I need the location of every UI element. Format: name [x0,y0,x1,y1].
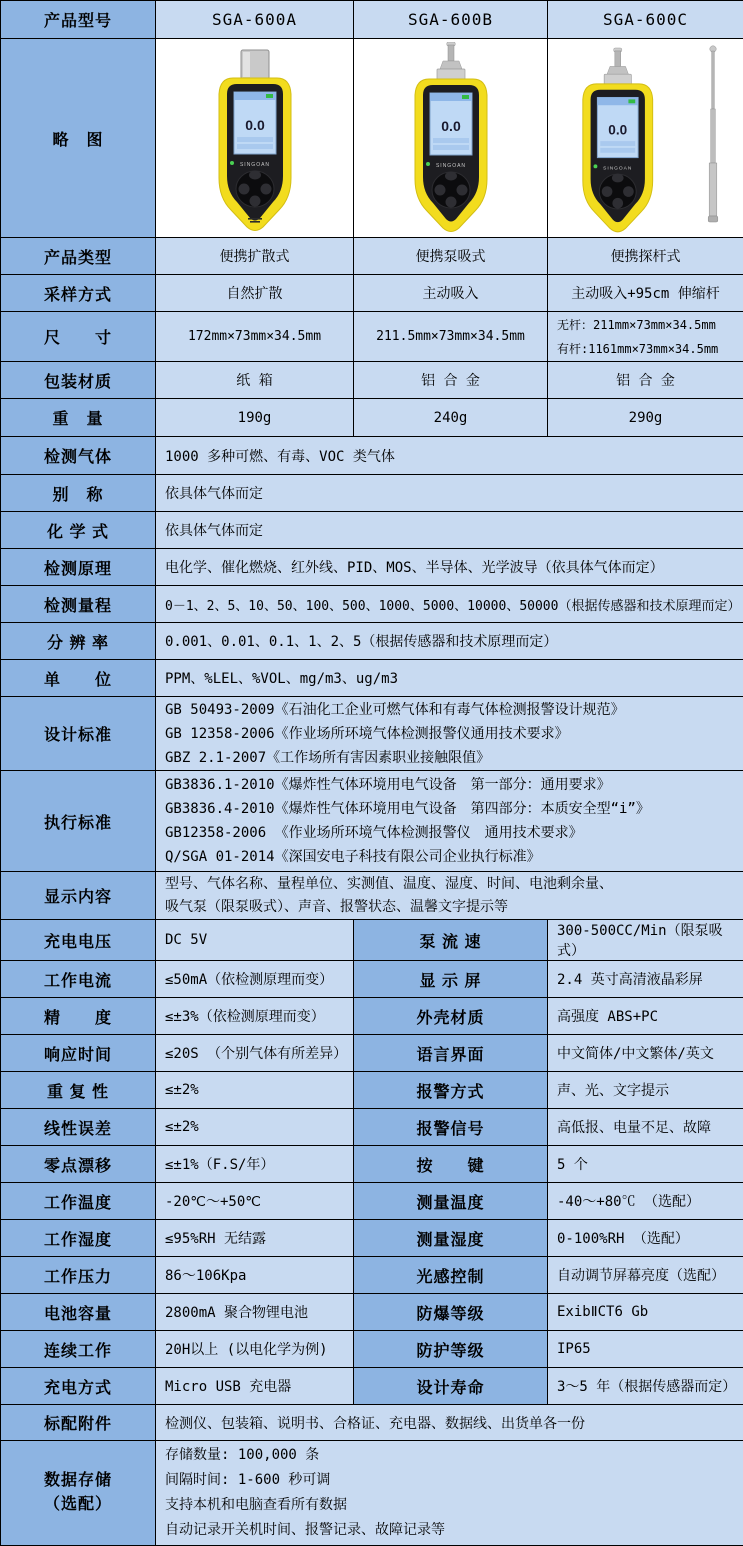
shell-material-value: 高强度 ABS+PC [548,998,743,1035]
charging-method-value: Micro USB 充电器 [156,1368,354,1405]
product-type-b: 便携泵吸式 [354,238,548,275]
explosion-proof-value: ExibⅡCT6 Gb [548,1294,743,1331]
row-label: 电池容量 [1,1294,156,1331]
row-label: 外壳材质 [354,998,548,1035]
row-label: 防爆等级 [354,1294,548,1331]
row-label: 分 辨 率 [1,623,156,660]
row-label: 检测量程 [1,586,156,623]
alias-value: 依具体气体而定 [156,475,743,512]
row-sketch [1,39,743,238]
row-label: 精 度 [1,998,156,1035]
dimensions-c [548,312,743,362]
row-alias [1,475,743,512]
dimensions-c-line1: 无杆：211mm×73mm×34.5mm [557,313,734,337]
row-label: 报警信号 [354,1109,548,1146]
design-standards-value [156,697,743,771]
row-label: 设计标准 [1,697,156,771]
detection-principle-value: 电化学、催化燃烧、红外线、PID、MOS、半导体、光学波导（依具体气体而定） [156,549,743,586]
detected-gas-value: 1000 多种可燃、有毒、VOC 类气体 [156,437,743,475]
working-temp-value: -20℃～+50℃ [156,1183,354,1220]
row-data-storage [1,1441,743,1546]
brand-text: SINGOAN [603,165,632,171]
detection-range-value: 0－1、2、5、10、50、100、500、1000、5000、10000、50000（根据传感器和技术原理而定） [156,586,743,623]
row-weight [1,399,743,437]
battery-icon [628,99,635,103]
row-linearity-alarm-signal [1,1109,743,1146]
data-storage-line: 存储数量: 100,000 条 [165,1443,734,1468]
row-units [1,660,743,697]
protection-level-value: IP65 [548,1331,743,1368]
row-product-model [1,1,743,39]
screen-value: 0.0 [608,122,627,137]
row-working-current-display [1,961,743,998]
dimensions-a: 172mm×73mm×34.5mm [156,312,354,362]
weight-a: 190g [156,399,354,437]
language-value: 中文简体/中文繁体/英文 [548,1035,743,1072]
row-label: 重 复 性 [1,1072,156,1109]
product-model-label: 产品型号 [1,1,156,39]
display-content-line: 吸气泵（限泵吸式）、声音、报警状态、温馨文字提示等 [165,896,734,919]
row-label: 标配附件 [1,1405,156,1441]
units-value: PPM、%LEL、%VOL、mg/m3、ug/m3 [156,660,743,697]
row-label: 充电方式 [1,1368,156,1405]
telescopic-rod [708,46,718,222]
row-label: 报警方式 [354,1072,548,1109]
row-packaging-material [1,362,743,399]
row-label [1,1441,156,1546]
weight-b: 240g [354,399,548,437]
sampling-c: 主动吸入+95cm 伸缩杆 [548,275,743,312]
measure-humidity-value: 0-100%RH （选配） [548,1220,743,1257]
row-label: 充电电压 [1,920,156,961]
row-charging-voltage-pump-flow [1,920,743,961]
working-current-value: ≤50mA（依检测原理而变） [156,961,354,998]
executive-standard-line: GB12358-2006 《作业场所环境气体检测报警仪 通用技术要求》 [165,821,734,845]
row-label: 测量温度 [354,1183,548,1220]
display-screen-value: 2.4 英寸高清液晶彩屏 [548,961,743,998]
battery-icon [266,94,273,98]
response-time-value: ≤20S （个别气体有所差异） [156,1035,354,1072]
data-storage-line: 支持本机和电脑查看所有数据 [165,1493,734,1518]
device-image-cell-sga-600c [548,39,743,238]
repeatability-value: ≤±2% [156,1072,354,1109]
executive-standard-line: GB3836.1-2010《爆炸性气体环境用电气设备 第一部分：通用要求》 [165,773,734,797]
row-label: 工作压力 [1,1257,156,1294]
row-label: 工作电流 [1,961,156,998]
status-led [426,162,430,166]
design-standard-line: GBZ 2.1-2007《工作场所有害因素职业接触限值》 [165,746,734,770]
row-label: 包装材质 [1,362,156,399]
data-storage-line: 自动记录开关机时间、报警记录、故障记录等 [165,1518,734,1543]
row-label: 语言界面 [354,1035,548,1072]
row-label: 显示内容 [1,872,156,920]
row-detection-range [1,586,743,623]
measure-temp-value: -40～+80℃ （选配） [548,1183,743,1220]
light-sense-value: 自动调节屏幕亮度（选配） [548,1257,743,1294]
design-standard-line: GB 50493-2009《石油化工企业可燃气体和有毒气体检测报警设计规范》 [165,698,734,722]
row-zero-drift-buttons [1,1146,743,1183]
design-life-value: 3～5 年（根据传感器而定） [548,1368,743,1405]
row-label: 工作湿度 [1,1220,156,1257]
row-continuous-work-protection [1,1331,743,1368]
row-label: 连续工作 [1,1331,156,1368]
row-label: 设计寿命 [354,1368,548,1405]
row-working-humidity-measure-humidity [1,1220,743,1257]
row-working-pressure-light-sense [1,1257,743,1294]
row-label: 重 量 [1,399,156,437]
buttons-value: 5 个 [548,1146,743,1183]
row-standard-accessories [1,1405,743,1441]
executive-standard-line: GB3836.4-2010《爆炸性气体环境用电气设备 第四部分：本质安全型“i”》 [165,797,734,821]
accuracy-value: ≤±3%（依检测原理而变） [156,998,354,1035]
row-label: 防护等级 [354,1331,548,1368]
product-type-a: 便携扩散式 [156,238,354,275]
sensor-collar [437,69,465,80]
zero-drift-value: ≤±1%（F.S/年） [156,1146,354,1183]
working-humidity-value: ≤95%RH 无结露 [156,1220,354,1257]
device-image-sga-600c [553,42,739,234]
packaging-a: 纸 箱 [156,362,354,399]
design-standard-line: GB 12358-2006《作业场所环境气体检测报警仪通用技术要求》 [165,722,734,746]
row-label: 工作温度 [1,1183,156,1220]
device-image-sga-600a [180,42,330,234]
pump-probe [614,51,620,67]
screen-value: 0.0 [245,117,265,133]
brand-text: SINGOAN [239,162,269,168]
row-chemical-formula [1,512,743,549]
row-label: 采样方式 [1,275,156,312]
pump-flow-value: 300-500CC/Min（限泵吸式） [548,920,743,961]
row-label: 检测原理 [1,549,156,586]
row-label: 尺 寸 [1,312,156,362]
data-storage-value [156,1441,743,1546]
row-display-content [1,872,743,920]
row-label: 线性误差 [1,1109,156,1146]
row-accuracy-shell-material [1,998,743,1035]
accessories-value: 检测仪、包装箱、说明书、合格证、充电器、数据线、出货单各一份 [156,1405,743,1441]
pump-probe [448,45,454,61]
row-label: 单 位 [1,660,156,697]
battery-icon [462,95,469,99]
packaging-b: 铝 合 金 [354,362,548,399]
row-label: 检测气体 [1,437,156,475]
row-working-temp-measure-temp [1,1183,743,1220]
row-detected-gas [1,437,743,475]
device-image-cell-sga-600b [354,39,548,238]
row-repeatability-alarm-mode [1,1072,743,1109]
data-storage-label-line: （选配） [1,1493,155,1517]
weight-c: 290g [548,399,743,437]
row-charging-method-design-life [1,1368,743,1405]
row-detection-principle [1,549,743,586]
row-resolution [1,623,743,660]
row-label: 零点漂移 [1,1146,156,1183]
alarm-mode-value: 声、光、文字提示 [548,1072,743,1109]
executive-standards-value [156,771,743,872]
data-storage-line: 间隔时间: 1-600 秒可调 [165,1468,734,1493]
row-label: 光感控制 [354,1257,548,1294]
device-image-sga-600b [376,42,526,234]
packaging-c: 铝 合 金 [548,362,743,399]
row-label: 执行标准 [1,771,156,872]
model-c: SGA-600C [548,1,743,39]
charging-voltage-value: DC 5V [156,920,354,961]
sampling-a: 自然扩散 [156,275,354,312]
display-content-value [156,872,743,920]
display-content-line: 型号、气体名称、量程单位、实测值、温度、湿度、时间、电池剩余量、 [165,873,734,896]
brand-text: SINGOAN [435,163,465,169]
sampling-b: 主动吸入 [354,275,548,312]
model-a: SGA-600A [156,1,354,39]
battery-capacity-value: 2800mA 聚合物锂电池 [156,1294,354,1331]
row-response-time-language [1,1035,743,1072]
row-sampling-method [1,275,743,312]
row-product-type [1,238,743,275]
model-b: SGA-600B [354,1,548,39]
status-led [230,161,234,165]
row-label: 显 示 屏 [354,961,548,998]
dimensions-b: 211.5mm×73mm×34.5mm [354,312,548,362]
continuous-work-value: 20H以上 (以电化学为例) [156,1331,354,1368]
dimensions-c-line2: 有杆:1161mm×73mm×34.5mm [557,337,734,361]
sketch-label: 略 图 [1,39,156,238]
row-label: 别 称 [1,475,156,512]
working-pressure-value: 86～106Kpa [156,1257,354,1294]
executive-standard-line: Q/SGA 01-2014《深国安电子科技有限公司企业执行标准》 [165,845,734,869]
row-label: 泵 流 速 [354,920,548,961]
row-label: 化 学 式 [1,512,156,549]
resolution-value: 0.001、0.01、0.1、1、2、5（根据传感器和技术原理而定） [156,623,743,660]
alarm-signal-value: 高低报、电量不足、故障 [548,1109,743,1146]
row-label: 响应时间 [1,1035,156,1072]
row-label: 测量湿度 [354,1220,548,1257]
row-executive-standards [1,771,743,872]
row-design-standards [1,697,743,771]
device-image-cell-sga-600a [156,39,354,238]
linearity-error-value: ≤±2% [156,1109,354,1146]
screen-value: 0.0 [441,118,461,134]
row-dimensions [1,312,743,362]
data-storage-label-line: 数据存储 [1,1469,155,1493]
product-type-c: 便携探杆式 [548,238,743,275]
row-label: 按 键 [354,1146,548,1183]
row-label: 产品类型 [1,238,156,275]
chemical-formula-value: 依具体气体而定 [156,512,743,549]
row-battery-explosion-proof [1,1294,743,1331]
